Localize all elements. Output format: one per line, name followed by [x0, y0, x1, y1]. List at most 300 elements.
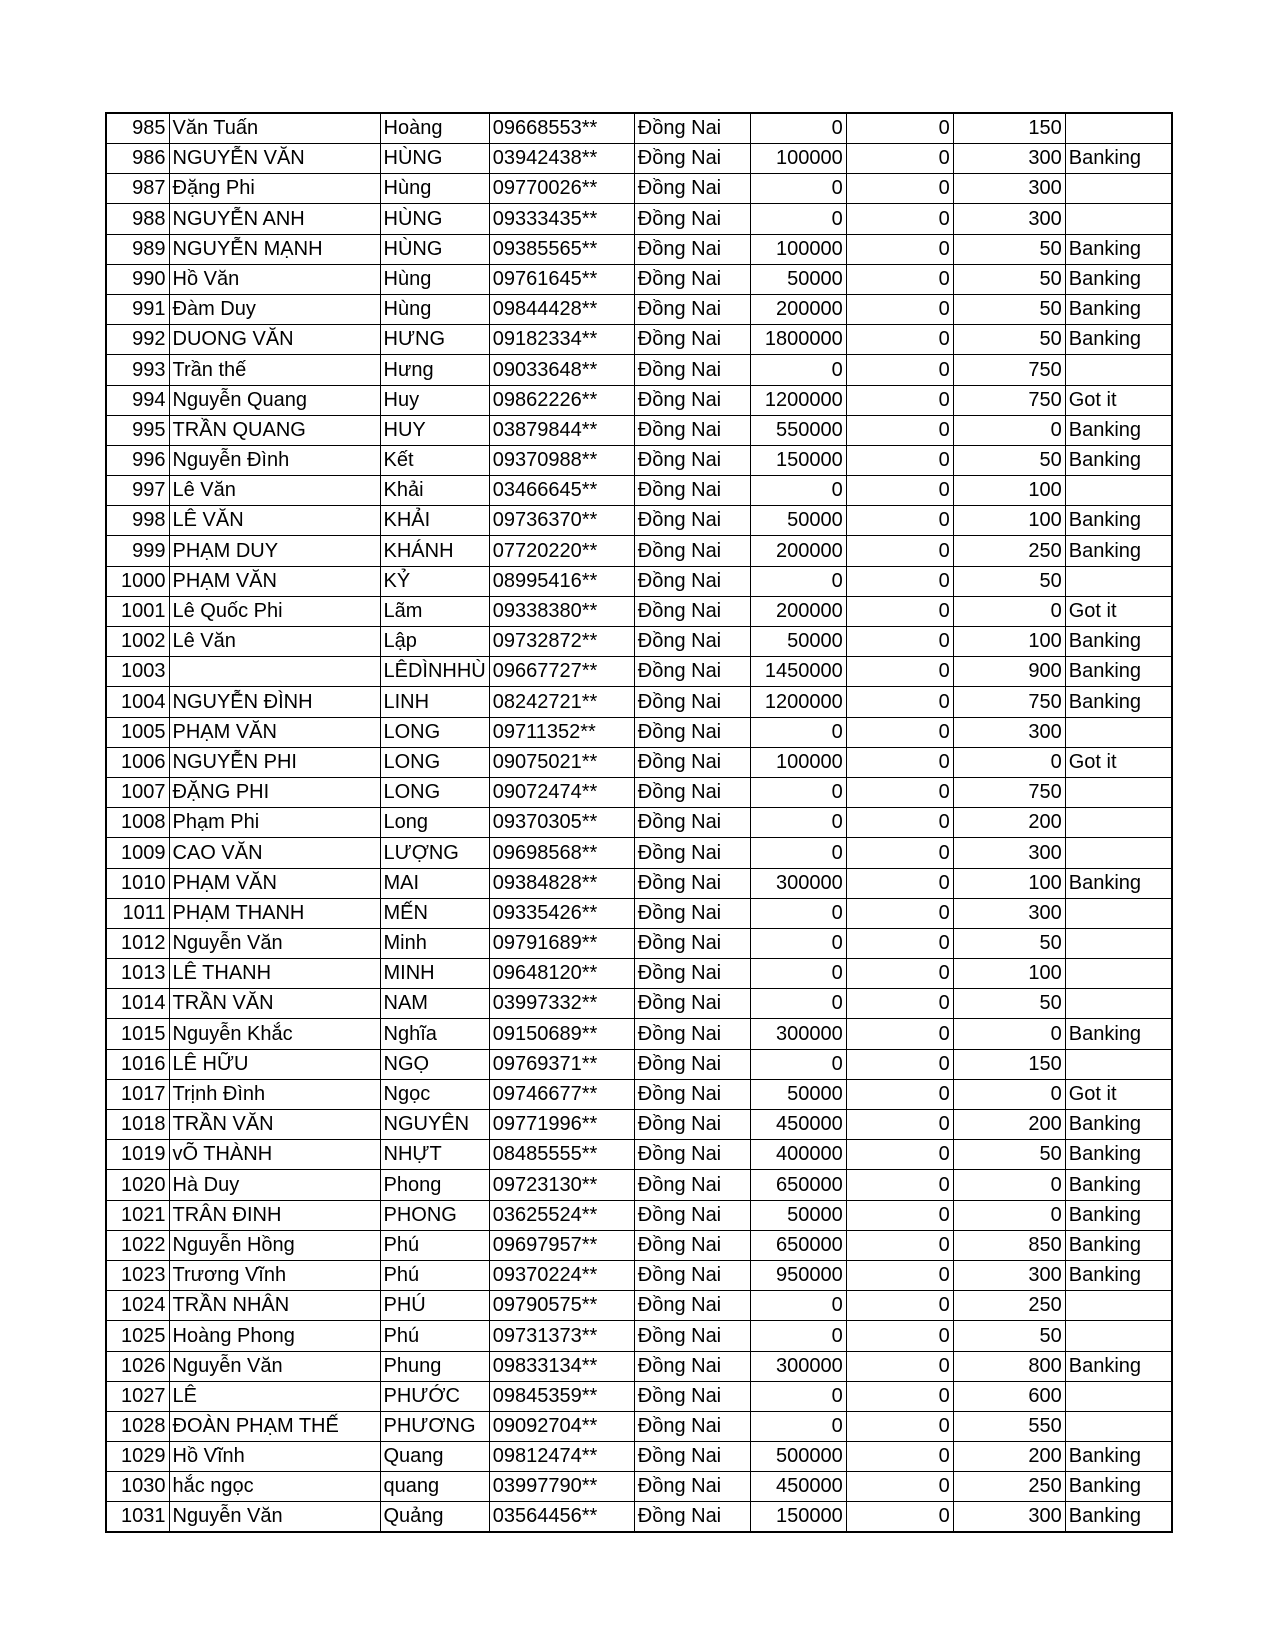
- zero-cell: 0: [846, 415, 953, 445]
- amount-cell: 100000: [750, 144, 846, 174]
- surname-cell: Lê Quốc Phi: [169, 596, 380, 626]
- province-cell: Đồng Nai: [634, 1411, 750, 1441]
- zero-cell: 0: [846, 264, 953, 294]
- amount-cell: 150000: [750, 445, 846, 475]
- zero-cell: 0: [846, 717, 953, 747]
- row-number: 986: [106, 144, 169, 174]
- given-name-cell: HUY: [380, 415, 489, 445]
- zero-cell: 0: [846, 174, 953, 204]
- row-number: 985: [106, 113, 169, 144]
- zero-cell: 0: [846, 838, 953, 868]
- province-cell: Đồng Nai: [634, 445, 750, 475]
- method-cell: [1065, 476, 1172, 506]
- surname-cell: PHẠM VĂN: [169, 566, 380, 596]
- table-row: [106, 1411, 1172, 1441]
- row-number: 1009: [106, 838, 169, 868]
- table-row: [106, 1140, 1172, 1170]
- row-number: 987: [106, 174, 169, 204]
- zero-cell: 0: [846, 445, 953, 475]
- points-cell: 0: [953, 415, 1065, 445]
- province-cell: Đồng Nai: [634, 1110, 750, 1140]
- method-cell: Got it: [1065, 1079, 1172, 1109]
- province-cell: Đồng Nai: [634, 476, 750, 506]
- zero-cell: 0: [846, 959, 953, 989]
- zero-cell: 0: [846, 355, 953, 385]
- given-name-cell: LINH: [380, 687, 489, 717]
- method-cell: Banking: [1065, 506, 1172, 536]
- amount-cell: 50000: [750, 264, 846, 294]
- phone-cell: 03879844**: [489, 415, 634, 445]
- row-number: 1023: [106, 1260, 169, 1290]
- row-number: 988: [106, 204, 169, 234]
- table-row: [106, 868, 1172, 898]
- phone-cell: 09385565**: [489, 234, 634, 264]
- table-row: [106, 1170, 1172, 1200]
- zero-cell: 0: [846, 898, 953, 928]
- table-row: [106, 325, 1172, 355]
- surname-cell: Hồ Vĩnh: [169, 1442, 380, 1472]
- province-cell: Đồng Nai: [634, 355, 750, 385]
- province-cell: Đồng Nai: [634, 657, 750, 687]
- given-name-cell: Hùng: [380, 264, 489, 294]
- points-cell: 300: [953, 1260, 1065, 1290]
- table-row: [106, 144, 1172, 174]
- points-cell: 550: [953, 1411, 1065, 1441]
- row-number: 1006: [106, 747, 169, 777]
- amount-cell: 950000: [750, 1260, 846, 1290]
- row-number: 1019: [106, 1140, 169, 1170]
- zero-cell: 0: [846, 204, 953, 234]
- phone-cell: 09761645**: [489, 264, 634, 294]
- points-cell: 100: [953, 506, 1065, 536]
- amount-cell: 50000: [750, 506, 846, 536]
- phone-cell: 09771996**: [489, 1110, 634, 1140]
- row-number: 1005: [106, 717, 169, 747]
- surname-cell: CAO VĂN: [169, 838, 380, 868]
- points-cell: 300: [953, 174, 1065, 204]
- row-number: 989: [106, 234, 169, 264]
- method-cell: Banking: [1065, 294, 1172, 324]
- points-cell: 200: [953, 808, 1065, 838]
- points-cell: 300: [953, 204, 1065, 234]
- row-number: 1030: [106, 1472, 169, 1502]
- province-cell: Đồng Nai: [634, 898, 750, 928]
- points-cell: 100: [953, 959, 1065, 989]
- amount-cell: 300000: [750, 1351, 846, 1381]
- given-name-cell: Kết: [380, 445, 489, 475]
- province-cell: Đồng Nai: [634, 1260, 750, 1290]
- zero-cell: 0: [846, 989, 953, 1019]
- given-name-cell: HÙNG: [380, 234, 489, 264]
- table-row: [106, 747, 1172, 777]
- province-cell: Đồng Nai: [634, 506, 750, 536]
- row-number: 1011: [106, 898, 169, 928]
- method-cell: [1065, 717, 1172, 747]
- given-name-cell: NHỰT: [380, 1140, 489, 1170]
- method-cell: Banking: [1065, 627, 1172, 657]
- province-cell: Đồng Nai: [634, 747, 750, 777]
- method-cell: [1065, 1381, 1172, 1411]
- row-number: 1022: [106, 1230, 169, 1260]
- phone-cell: 03466645**: [489, 476, 634, 506]
- points-cell: 850: [953, 1230, 1065, 1260]
- province-cell: Đồng Nai: [634, 596, 750, 626]
- amount-cell: 50000: [750, 627, 846, 657]
- amount-cell: 200000: [750, 536, 846, 566]
- row-number: 1024: [106, 1291, 169, 1321]
- method-cell: Got it: [1065, 596, 1172, 626]
- method-cell: Got it: [1065, 747, 1172, 777]
- row-number: 1016: [106, 1049, 169, 1079]
- surname-cell: Văn Tuấn: [169, 113, 380, 144]
- phone-cell: 09770026**: [489, 174, 634, 204]
- province-cell: Đồng Nai: [634, 1170, 750, 1200]
- table-row: [106, 838, 1172, 868]
- zero-cell: 0: [846, 113, 953, 144]
- points-cell: 50: [953, 325, 1065, 355]
- amount-cell: 100000: [750, 747, 846, 777]
- row-number: 1031: [106, 1502, 169, 1533]
- table-row: [106, 536, 1172, 566]
- table-row: [106, 1291, 1172, 1321]
- amount-cell: 0: [750, 838, 846, 868]
- table-row: [106, 1381, 1172, 1411]
- points-cell: 100: [953, 627, 1065, 657]
- method-cell: [1065, 1411, 1172, 1441]
- phone-cell: 09723130**: [489, 1170, 634, 1200]
- method-cell: [1065, 355, 1172, 385]
- given-name-cell: KHẢI: [380, 506, 489, 536]
- method-cell: Banking: [1065, 1230, 1172, 1260]
- method-cell: [1065, 777, 1172, 807]
- zero-cell: 0: [846, 1140, 953, 1170]
- surname-cell: Trần thế: [169, 355, 380, 385]
- province-cell: Đồng Nai: [634, 204, 750, 234]
- table-row: [106, 777, 1172, 807]
- given-name-cell: Quảng: [380, 1502, 489, 1533]
- amount-cell: 0: [750, 204, 846, 234]
- table-row: [106, 1019, 1172, 1049]
- surname-cell: TRẦN VĂN: [169, 989, 380, 1019]
- method-cell: [1065, 1049, 1172, 1079]
- surname-cell: [169, 657, 380, 687]
- row-number: 1001: [106, 596, 169, 626]
- amount-cell: 0: [750, 1381, 846, 1411]
- method-cell: Banking: [1065, 536, 1172, 566]
- points-cell: 750: [953, 385, 1065, 415]
- row-number: 1029: [106, 1442, 169, 1472]
- phone-cell: 03997790**: [489, 1472, 634, 1502]
- zero-cell: 0: [846, 868, 953, 898]
- table-row: [106, 657, 1172, 687]
- given-name-cell: MẾN: [380, 898, 489, 928]
- points-cell: 300: [953, 144, 1065, 174]
- surname-cell: vÕ THÀNH: [169, 1140, 380, 1170]
- table-row: [106, 1321, 1172, 1351]
- phone-cell: 09736370**: [489, 506, 634, 536]
- table-row: [106, 627, 1172, 657]
- given-name-cell: KỶ: [380, 566, 489, 596]
- phone-cell: 09697957**: [489, 1230, 634, 1260]
- surname-cell: PHẠM THANH: [169, 898, 380, 928]
- amount-cell: 0: [750, 808, 846, 838]
- method-cell: Banking: [1065, 445, 1172, 475]
- method-cell: Banking: [1065, 1351, 1172, 1381]
- points-cell: 800: [953, 1351, 1065, 1381]
- given-name-cell: Lãm: [380, 596, 489, 626]
- points-cell: 0: [953, 596, 1065, 626]
- phone-cell: 09731373**: [489, 1321, 634, 1351]
- phone-cell: 09667727**: [489, 657, 634, 687]
- zero-cell: 0: [846, 1381, 953, 1411]
- amount-cell: 650000: [750, 1230, 846, 1260]
- points-cell: 50: [953, 234, 1065, 264]
- phone-cell: 09092704**: [489, 1411, 634, 1441]
- zero-cell: 0: [846, 506, 953, 536]
- phone-cell: 09732872**: [489, 627, 634, 657]
- province-cell: Đồng Nai: [634, 1200, 750, 1230]
- row-number: 1017: [106, 1079, 169, 1109]
- method-cell: [1065, 204, 1172, 234]
- province-cell: Đồng Nai: [634, 717, 750, 747]
- given-name-cell: LONG: [380, 747, 489, 777]
- zero-cell: 0: [846, 325, 953, 355]
- phone-cell: 09370988**: [489, 445, 634, 475]
- surname-cell: Đặng Phi: [169, 174, 380, 204]
- amount-cell: 0: [750, 355, 846, 385]
- surname-cell: Nguyễn Đình: [169, 445, 380, 475]
- points-cell: 0: [953, 1200, 1065, 1230]
- province-cell: Đồng Nai: [634, 1019, 750, 1049]
- amount-cell: 0: [750, 898, 846, 928]
- points-cell: 750: [953, 355, 1065, 385]
- table-row: [106, 506, 1172, 536]
- method-cell: Banking: [1065, 657, 1172, 687]
- table-row: [106, 1230, 1172, 1260]
- phone-cell: 09791689**: [489, 928, 634, 958]
- province-cell: Đồng Nai: [634, 325, 750, 355]
- province-cell: Đồng Nai: [634, 264, 750, 294]
- surname-cell: TRẦN NHÂN: [169, 1291, 380, 1321]
- table-row: [106, 234, 1172, 264]
- phone-cell: 09384828**: [489, 868, 634, 898]
- phone-cell: 09812474**: [489, 1442, 634, 1472]
- row-number: 997: [106, 476, 169, 506]
- province-cell: Đồng Nai: [634, 777, 750, 807]
- surname-cell: ĐOÀN PHẠM THẾ: [169, 1411, 380, 1441]
- surname-cell: LÊ VĂN: [169, 506, 380, 536]
- row-number: 992: [106, 325, 169, 355]
- province-cell: Đồng Nai: [634, 1321, 750, 1351]
- zero-cell: 0: [846, 1230, 953, 1260]
- method-cell: [1065, 1321, 1172, 1351]
- zero-cell: 0: [846, 1049, 953, 1079]
- surname-cell: Hồ Văn: [169, 264, 380, 294]
- amount-cell: 550000: [750, 415, 846, 445]
- zero-cell: 0: [846, 1472, 953, 1502]
- method-cell: [1065, 174, 1172, 204]
- row-number: 1014: [106, 989, 169, 1019]
- province-cell: Đồng Nai: [634, 687, 750, 717]
- phone-cell: 03564456**: [489, 1502, 634, 1533]
- given-name-cell: KHÁNH: [380, 536, 489, 566]
- phone-cell: 09072474**: [489, 777, 634, 807]
- surname-cell: Nguyễn Hồng: [169, 1230, 380, 1260]
- zero-cell: 0: [846, 777, 953, 807]
- table-row: [106, 476, 1172, 506]
- points-cell: 750: [953, 777, 1065, 807]
- given-name-cell: Phong: [380, 1170, 489, 1200]
- points-cell: 100: [953, 476, 1065, 506]
- surname-cell: TRÂN ĐINH: [169, 1200, 380, 1230]
- table-row: [106, 928, 1172, 958]
- given-name-cell: Nghĩa: [380, 1019, 489, 1049]
- zero-cell: 0: [846, 1200, 953, 1230]
- zero-cell: 0: [846, 657, 953, 687]
- points-cell: 750: [953, 687, 1065, 717]
- amount-cell: 0: [750, 989, 846, 1019]
- given-name-cell: PHÚ: [380, 1291, 489, 1321]
- given-name-cell: MAI: [380, 868, 489, 898]
- method-cell: [1065, 566, 1172, 596]
- points-cell: 0: [953, 1019, 1065, 1049]
- given-name-cell: Phú: [380, 1260, 489, 1290]
- row-number: 1010: [106, 868, 169, 898]
- points-cell: 100: [953, 868, 1065, 898]
- row-number: 993: [106, 355, 169, 385]
- given-name-cell: Khải: [380, 476, 489, 506]
- given-name-cell: quang: [380, 1472, 489, 1502]
- given-name-cell: PHONG: [380, 1200, 489, 1230]
- amount-cell: 1200000: [750, 687, 846, 717]
- province-cell: Đồng Nai: [634, 838, 750, 868]
- given-name-cell: Ngọc: [380, 1079, 489, 1109]
- province-cell: Đồng Nai: [634, 1442, 750, 1472]
- method-cell: Banking: [1065, 1502, 1172, 1533]
- given-name-cell: Hoàng: [380, 113, 489, 144]
- method-cell: Banking: [1065, 1170, 1172, 1200]
- amount-cell: 50000: [750, 1200, 846, 1230]
- phone-cell: 03625524**: [489, 1200, 634, 1230]
- surname-cell: PHẠM DUY: [169, 536, 380, 566]
- table-row: [106, 596, 1172, 626]
- table-row: [106, 415, 1172, 445]
- row-number: 998: [106, 506, 169, 536]
- province-cell: Đồng Nai: [634, 808, 750, 838]
- phone-cell: 09833134**: [489, 1351, 634, 1381]
- points-cell: 300: [953, 1502, 1065, 1533]
- phone-cell: 08995416**: [489, 566, 634, 596]
- row-number: 990: [106, 264, 169, 294]
- province-cell: Đồng Nai: [634, 536, 750, 566]
- province-cell: Đồng Nai: [634, 144, 750, 174]
- method-cell: Banking: [1065, 1472, 1172, 1502]
- row-number: 1018: [106, 1110, 169, 1140]
- surname-cell: Hà Duy: [169, 1170, 380, 1200]
- surname-cell: Trịnh Đình: [169, 1079, 380, 1109]
- province-cell: Đồng Nai: [634, 1079, 750, 1109]
- method-cell: [1065, 928, 1172, 958]
- table-row: [106, 1351, 1172, 1381]
- method-cell: Banking: [1065, 325, 1172, 355]
- points-cell: 50: [953, 566, 1065, 596]
- surname-cell: NGUYỄN ĐÌNH: [169, 687, 380, 717]
- given-name-cell: Phung: [380, 1351, 489, 1381]
- method-cell: [1065, 838, 1172, 868]
- method-cell: Got it: [1065, 385, 1172, 415]
- amount-cell: 300000: [750, 868, 846, 898]
- row-number: 994: [106, 385, 169, 415]
- points-cell: 150: [953, 113, 1065, 144]
- phone-cell: 09769371**: [489, 1049, 634, 1079]
- row-number: 991: [106, 294, 169, 324]
- row-number: 1007: [106, 777, 169, 807]
- points-cell: 300: [953, 838, 1065, 868]
- surname-cell: LÊ THANH: [169, 959, 380, 989]
- amount-cell: 450000: [750, 1110, 846, 1140]
- points-cell: 300: [953, 717, 1065, 747]
- method-cell: [1065, 898, 1172, 928]
- province-cell: Đồng Nai: [634, 1230, 750, 1260]
- given-name-cell: Quang: [380, 1442, 489, 1472]
- method-cell: Banking: [1065, 868, 1172, 898]
- given-name-cell: MINH: [380, 959, 489, 989]
- amount-cell: 150000: [750, 1502, 846, 1533]
- surname-cell: ĐẶNG PHI: [169, 777, 380, 807]
- method-cell: Banking: [1065, 687, 1172, 717]
- surname-cell: LÊ HỮU: [169, 1049, 380, 1079]
- row-number: 1020: [106, 1170, 169, 1200]
- given-name-cell: Phú: [380, 1230, 489, 1260]
- row-number: 999: [106, 536, 169, 566]
- zero-cell: 0: [846, 1079, 953, 1109]
- amount-cell: 1800000: [750, 325, 846, 355]
- given-name-cell: HÙNG: [380, 204, 489, 234]
- table-row: [106, 898, 1172, 928]
- amount-cell: 0: [750, 928, 846, 958]
- phone-cell: 09862226**: [489, 385, 634, 415]
- table-row: [106, 989, 1172, 1019]
- given-name-cell: PHƯƠNG: [380, 1411, 489, 1441]
- method-cell: Banking: [1065, 1260, 1172, 1290]
- province-cell: Đồng Nai: [634, 415, 750, 445]
- zero-cell: 0: [846, 1260, 953, 1290]
- phone-cell: 09033648**: [489, 355, 634, 385]
- method-cell: Banking: [1065, 264, 1172, 294]
- surname-cell: Hoàng Phong: [169, 1321, 380, 1351]
- surname-cell: NGUYỄN ANH: [169, 204, 380, 234]
- method-cell: Banking: [1065, 234, 1172, 264]
- method-cell: [1065, 113, 1172, 144]
- zero-cell: 0: [846, 627, 953, 657]
- table-row: [106, 717, 1172, 747]
- surname-cell: Nguyễn Khắc: [169, 1019, 380, 1049]
- table-row: [106, 808, 1172, 838]
- points-cell: 50: [953, 445, 1065, 475]
- surname-cell: Phạm Phi: [169, 808, 380, 838]
- given-name-cell: Phú: [380, 1321, 489, 1351]
- table-row: [106, 445, 1172, 475]
- table-row: [106, 355, 1172, 385]
- phone-cell: 08485555**: [489, 1140, 634, 1170]
- points-cell: 0: [953, 1170, 1065, 1200]
- amount-cell: 100000: [750, 234, 846, 264]
- zero-cell: 0: [846, 1321, 953, 1351]
- table-row: [106, 1260, 1172, 1290]
- phone-cell: 09075021**: [489, 747, 634, 777]
- phone-cell: 07720220**: [489, 536, 634, 566]
- method-cell: Banking: [1065, 1140, 1172, 1170]
